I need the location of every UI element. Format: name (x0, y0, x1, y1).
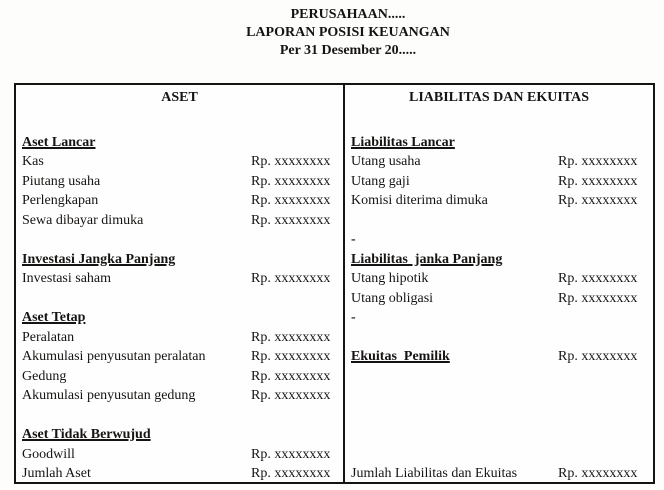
account-value: Rp. xxxxxxxx (251, 368, 331, 384)
section-heading: Investasi Jangka Panjang (22, 251, 176, 267)
account-label: Utang obligasi (351, 290, 434, 306)
account-value: Rp. xxxxxxxx (251, 154, 331, 170)
account-label: Piutang usaha (22, 173, 101, 189)
table-row (345, 133, 653, 152)
account-value: Rp. xxxxxxxx (558, 290, 638, 306)
section-heading: Aset Lancar (22, 135, 96, 150)
account-value: Rp. xxxxxxxx (251, 446, 331, 462)
table-row (345, 347, 653, 366)
account-value: Rp. xxxxxxxx (558, 154, 638, 170)
table-row (16, 250, 343, 269)
table-row (16, 211, 343, 230)
account-value: Rp. xxxxxxxx (558, 349, 638, 365)
account-value: Rp. xxxxxxxx (558, 465, 638, 481)
account-label: Goodwill (22, 446, 75, 462)
account-value: Rp. xxxxxxxx (251, 212, 331, 228)
section-heading: Liabilitas janka Panjang (351, 251, 503, 267)
table-row (16, 425, 343, 444)
account-value: Rp. xxxxxxxx (558, 193, 638, 209)
account-value: Rp. xxxxxxxx (251, 271, 331, 287)
account-label: Akumulasi penyusutan gedung (22, 388, 196, 404)
account-label: Investasi saham (22, 271, 112, 287)
account-label: Utang usaha (351, 154, 421, 170)
assets-column (16, 85, 345, 482)
table-row (16, 269, 343, 288)
table-row (345, 172, 653, 191)
table-row (16, 367, 343, 386)
table-row (345, 289, 653, 308)
account-label: Akumulasi penyusutan peralatan (22, 349, 206, 365)
spacer-row (345, 367, 653, 386)
table-row (345, 230, 653, 249)
table-row (16, 347, 343, 366)
account-value: Rp. xxxxxxxx (251, 349, 331, 365)
table-row (16, 191, 343, 210)
table-row (16, 308, 343, 327)
account-value: Rp. xxxxxxxx (251, 329, 331, 345)
section-heading: Aset Tidak Berwujud (22, 427, 151, 443)
spacer-row (345, 211, 653, 230)
spacer-row (16, 406, 343, 425)
account-value: Rp. xxxxxxxx (251, 193, 331, 209)
account-value: Rp. xxxxxxxx (251, 388, 331, 404)
liabilities-equity-column-header: LIABILITAS DAN EKUITAS (409, 90, 589, 105)
table-row (345, 250, 653, 269)
spacer-row (345, 425, 653, 444)
account-label: Utang hipotik (351, 271, 429, 287)
table-row (16, 386, 343, 405)
account-label: Utang gaji (351, 173, 410, 189)
report-title-line: LAPORAN POSISI KEUANGAN (246, 25, 450, 40)
account-value: Rp. xxxxxxxx (251, 173, 331, 189)
assets-column-header: ASET (161, 90, 198, 105)
table-row (16, 152, 343, 171)
spacer-row (16, 289, 343, 308)
document-header (0, 6, 664, 60)
table-row (345, 464, 653, 483)
liabilities-equity-column (345, 85, 653, 482)
spacer-row (16, 230, 343, 249)
company-name-line: PERUSAHAAN..... (290, 7, 406, 22)
account-label: Gedung (22, 368, 67, 384)
spacer-row (345, 445, 653, 464)
report-date-line: Per 31 Desember 20..... (279, 43, 417, 58)
spacer-row (345, 328, 653, 347)
table-row (16, 464, 343, 483)
dash-mark: - (351, 310, 356, 326)
spacer-row (345, 406, 653, 425)
section-heading: Ekuitas Pemilik (351, 349, 450, 365)
account-label: Jumlah Liabilitas dan Ekuitas (351, 465, 518, 481)
table-row (345, 308, 653, 327)
account-label: Peralatan (22, 329, 75, 345)
account-value: Rp. xxxxxxxx (558, 173, 638, 189)
balance-sheet-table (14, 83, 655, 484)
account-value: Rp. xxxxxxxx (251, 465, 331, 481)
account-label: Jumlah Aset (22, 465, 91, 481)
spacer-row (345, 386, 653, 405)
table-row (345, 269, 653, 288)
account-label: Komisi diterima dimuka (351, 193, 488, 209)
account-value: Rp. xxxxxxxx (558, 271, 638, 287)
section-heading: Liabilitas Lancar (351, 135, 455, 150)
table-row (16, 328, 343, 347)
table-row (16, 172, 343, 191)
section-heading: Aset Tetap (22, 310, 86, 326)
liabilities-equity-column-body (345, 133, 653, 483)
table-row (345, 152, 653, 171)
account-label: Perlengkapan (22, 193, 99, 209)
account-label: Kas (22, 154, 44, 170)
assets-column-body (16, 133, 343, 483)
table-row (345, 191, 653, 210)
dash-mark: - (351, 232, 356, 248)
table-row (16, 133, 343, 152)
account-label: Sewa dibayar dimuka (22, 212, 144, 228)
table-row (16, 445, 343, 464)
